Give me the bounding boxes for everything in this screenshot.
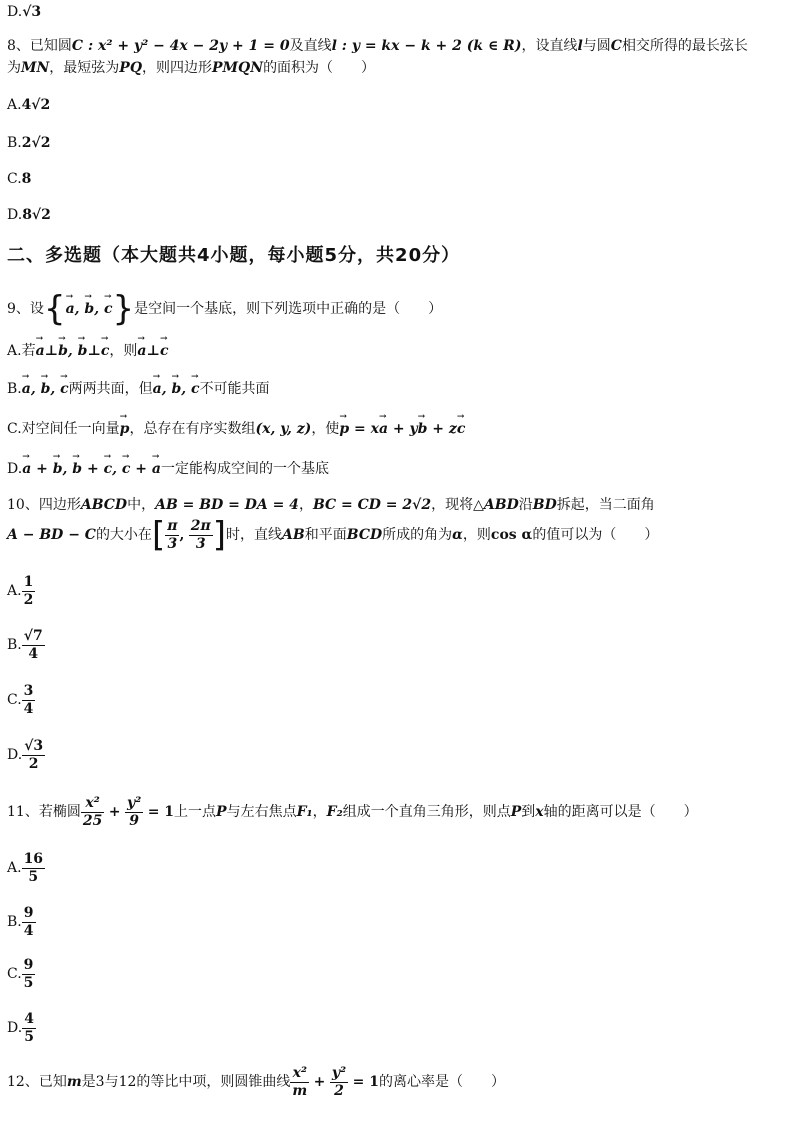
- option-text: 若: [21, 343, 36, 359]
- option-math: → p: [120, 421, 130, 437]
- option-math: → p = x→ a + y→ b + z→ c: [339, 421, 465, 437]
- stem-text: 已知: [38, 1074, 67, 1091]
- stem-text: 时，直线: [226, 527, 283, 543]
- question-number: 11、: [7, 804, 39, 821]
- option-text: ，则: [109, 343, 138, 359]
- stem-text: ，设直线: [521, 38, 578, 54]
- stem-text: 若椭圆: [38, 804, 81, 821]
- option-value: 8√2: [22, 207, 51, 223]
- stem-text: 的离心率是（ ）: [378, 1074, 505, 1091]
- math-symbol: x: [535, 804, 544, 821]
- option-label: C.: [7, 171, 22, 187]
- option-text: ，使: [311, 421, 340, 437]
- q11-option-b: [7, 906, 36, 938]
- line-equation: l : y = kx − k + 2 (k ∈ R): [331, 38, 522, 54]
- stem-text: 相交所得的最长弦长: [621, 38, 748, 54]
- option-label: D.: [7, 1020, 23, 1037]
- option-label: D.: [7, 4, 23, 20]
- q8-option-d: [7, 207, 51, 224]
- stem-text: 四边形: [38, 497, 81, 513]
- option-math: → a⊥→ c: [137, 343, 168, 359]
- stem-text: 中，: [127, 497, 156, 513]
- stem-text: 拆起，当二面角: [556, 497, 655, 513]
- q10-option-d: [7, 739, 45, 771]
- math-operator: +: [108, 804, 121, 821]
- fraction: $\frac{4}{5}$: [24, 1011, 34, 1045]
- q8-stem-line2: [7, 60, 375, 77]
- q11-option-a: [7, 852, 45, 884]
- q8-option-c: [7, 171, 31, 188]
- option-value: 8: [21, 171, 32, 187]
- stem-text: 组成一个直角三角形，则点: [342, 804, 511, 821]
- q12-stem: [7, 1066, 505, 1098]
- left-bracket: [: [151, 515, 166, 555]
- q9-option-b: [7, 381, 270, 398]
- fraction: $\frac{1}{2}$: [23, 574, 34, 608]
- q9-option-a: [7, 343, 168, 360]
- math-equation: = 1: [352, 1074, 379, 1091]
- q11-stem: [7, 796, 698, 828]
- option-label: B.: [7, 914, 22, 931]
- stem-text: 设: [29, 301, 44, 317]
- math-expression: cos α: [490, 527, 533, 543]
- question-number: 10、: [7, 497, 39, 513]
- math-equation: AB = BD = DA = 4: [155, 497, 299, 513]
- option-value: 2√2: [21, 135, 51, 151]
- math-equation: = 1: [147, 804, 175, 821]
- stem-text: 的面积为（ ）: [263, 60, 376, 76]
- stem-text: 到: [521, 804, 536, 821]
- right-brace: }: [112, 289, 135, 329]
- math-symbol: m: [66, 1074, 82, 1091]
- question-number: 8、: [7, 38, 30, 54]
- option-math: → a, → b, → c: [153, 381, 200, 397]
- math-equation: BC = CD = 2√2: [312, 497, 432, 513]
- stem-text: ，最短弦为: [49, 60, 120, 76]
- math-symbol: PQ: [119, 60, 143, 76]
- stem-text: 与圆: [582, 38, 611, 54]
- math-symbol: α: [452, 527, 463, 543]
- option-label: B.: [7, 637, 22, 654]
- question-number: 12、: [7, 1074, 39, 1091]
- q11-option-d: [7, 1012, 36, 1044]
- math-symbol: BCD: [346, 527, 383, 543]
- left-brace: {: [43, 289, 66, 329]
- option-label: C.: [7, 966, 22, 983]
- question-number: 9、: [7, 301, 30, 317]
- option-text: 对空间任一向量: [21, 421, 120, 437]
- fraction: $\frac{\text{x²}}{25}$: [82, 795, 103, 829]
- stem-text: 及直线: [289, 38, 332, 54]
- q10-stem-line1: [7, 497, 655, 514]
- math-expression: A − BD − C: [7, 527, 96, 543]
- option-value: 4√2: [21, 97, 51, 113]
- option-label: B.: [7, 135, 22, 151]
- math-symbol: ABD: [483, 497, 519, 513]
- fraction: $\frac{16}{5}$: [23, 851, 44, 885]
- math-symbol: PMQN: [212, 60, 264, 76]
- option-label: D.: [7, 461, 23, 477]
- stem-text: ，: [312, 804, 327, 821]
- stem-text: ，则: [462, 527, 491, 543]
- stem-text: 是空间一个基底，则下列选项中正确的是（ ）: [134, 301, 443, 317]
- option-text: ，总存在有序实数组: [129, 421, 256, 437]
- stem-text: ，则四边形: [142, 60, 213, 76]
- math-operator: +: [313, 1074, 326, 1091]
- option-math: (x, y, z): [255, 421, 312, 437]
- option-math: → a⊥→ b, → b⊥→ c: [36, 343, 110, 359]
- q9-option-c: [7, 421, 465, 438]
- stem-text: 所成的角为: [382, 527, 453, 543]
- q11-option-c: [7, 958, 35, 990]
- option-label: A.: [7, 97, 22, 113]
- basis-vectors: → a, → b, → c: [66, 301, 113, 317]
- fraction: $\frac{\pi}{3}$: [167, 517, 178, 552]
- fraction: $\frac{2\pi}{3}$: [190, 517, 211, 552]
- option-label: D.: [7, 747, 23, 764]
- stem-text: ，现将△: [431, 497, 484, 513]
- math-symbol: P: [216, 804, 227, 821]
- fraction: $\frac{√7}{4}$: [23, 628, 43, 662]
- option-math: → a, → b, → c: [22, 381, 69, 397]
- q8-option-b: [7, 135, 50, 152]
- stem-text: 的大小在: [95, 527, 152, 543]
- option-label: C.: [7, 421, 22, 437]
- math-symbol: AB: [282, 527, 305, 543]
- q10-option-a: [7, 575, 35, 607]
- q8-stem-line1: [7, 38, 748, 55]
- q10-option-b: [7, 629, 45, 661]
- option-text: 一定能构成空间的一个基底: [160, 461, 329, 477]
- stem-text: 为: [7, 60, 21, 76]
- q9-stem: [7, 289, 443, 329]
- stem-text: ，: [298, 497, 313, 513]
- fraction: $\frac{√3}{2}$: [24, 738, 44, 772]
- q10-option-c: [7, 684, 35, 716]
- math-symbol: F₁: [296, 804, 313, 821]
- q7-option-d: [7, 4, 41, 21]
- stem-text: 已知圆: [29, 38, 72, 54]
- fraction: $\frac{\text{y²}}{9}$: [126, 795, 142, 829]
- math-symbol: C: [610, 38, 622, 54]
- stem-text: 轴的距离可以是（ ）: [543, 804, 698, 821]
- q10-stem-line2: A − BD − C的大小在[ $\frac{\pi}{3}$ , $\frac{2\pi}{3}$ ]时，直线AB和平面BCD所成的角为α，则cos α的值可以为（ ）: [7, 515, 659, 555]
- math-symbol: ABCD: [80, 497, 128, 513]
- option-label: A.: [7, 343, 22, 359]
- option-text: 不可能共面: [199, 381, 270, 397]
- option-label: A.: [7, 583, 22, 600]
- fraction: $\frac{9}{4}$: [23, 905, 34, 939]
- stem-text: 的值可以为（ ）: [532, 527, 659, 543]
- math-symbol: MN: [21, 60, 50, 76]
- math-symbol: l: [577, 38, 583, 54]
- math-symbol: P: [510, 804, 522, 821]
- option-math: → a + → b, → b + → c, → c + → a: [22, 461, 161, 477]
- stem-text: 沿: [518, 497, 533, 513]
- math-symbol: F₂: [326, 804, 343, 821]
- fraction: $\frac{\text{y²}}{2}$: [331, 1065, 347, 1099]
- option-label: C.: [7, 692, 22, 709]
- stem-text: 和平面: [304, 527, 347, 543]
- stem-text: 上一点: [174, 804, 217, 821]
- fraction: $\frac{\text{x²}}{m}$: [292, 1065, 308, 1099]
- fraction: $\frac{3}{4}$: [23, 683, 34, 717]
- option-label: A.: [7, 860, 22, 877]
- fraction: $\frac{9}{5}$: [23, 957, 34, 991]
- q8-option-a: [7, 97, 50, 114]
- right-bracket: ]: [212, 515, 227, 555]
- stem-text: 与左右焦点: [226, 804, 297, 821]
- option-label: B.: [7, 381, 22, 397]
- section-heading: 二、多选题（本大题共4小题，每小题5分，共20分）: [7, 245, 461, 266]
- math-symbol: BD: [532, 497, 557, 513]
- option-text: 两两共面，但: [68, 381, 153, 397]
- stem-text: 是3与12的等比中项，则圆锥曲线: [81, 1074, 291, 1091]
- option-value: √3: [22, 4, 42, 20]
- option-label: D.: [7, 207, 23, 223]
- q9-option-d: [7, 461, 329, 478]
- circle-equation: C : x² + y² − 4x − 2y + 1 = 0: [71, 38, 290, 54]
